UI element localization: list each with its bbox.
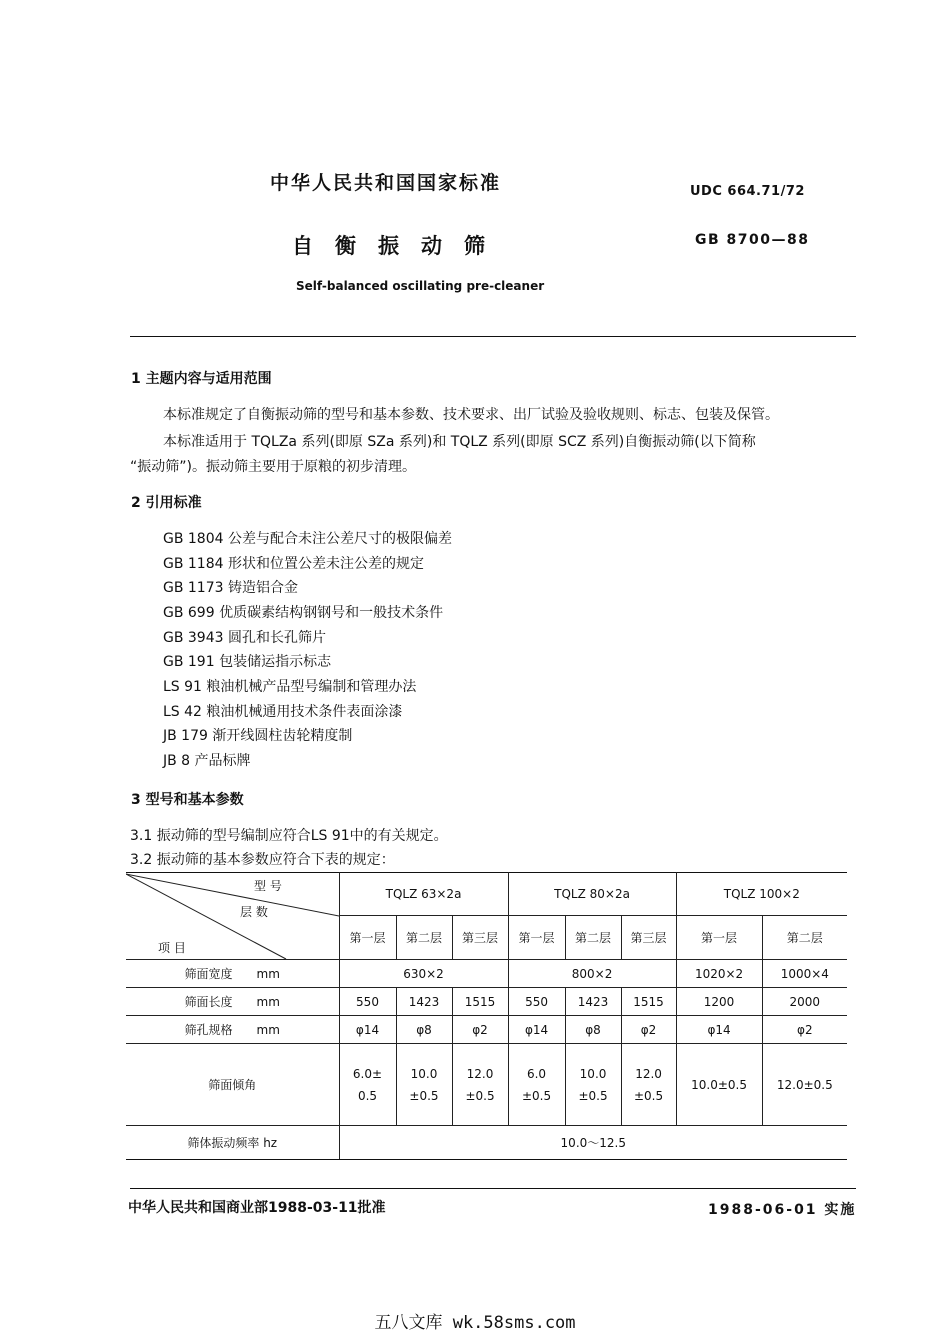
table-cell: 2000 [762,988,847,1016]
model-header: TQLZ 63×2a [339,873,508,916]
table-cell: 10.0～12.5 [339,1126,847,1160]
table-cell: φ8 [565,1016,621,1044]
corner-layers-label: 层 数 [240,905,268,919]
table-cell: 1020×2 [676,960,762,988]
table-row [126,960,847,988]
section-3-item-2: 3.2 振动筛的基本参数应符合下表的规定： [130,852,395,868]
row-label: 筛面宽度 mm [126,960,339,988]
reference-item: GB 3943 圆孔和长孔筛片 [163,630,326,646]
table-cell: φ8 [396,1016,452,1044]
parameter-table [126,872,847,1160]
layer-header: 第三层 [452,916,508,960]
layer-header: 第一层 [676,916,762,960]
table-cell: 1200 [676,988,762,1016]
section-1-heading: 1 主题内容与适用范围 [131,371,272,387]
table-cell: 800×2 [508,960,676,988]
layer-header: 第一层 [508,916,565,960]
header-divider [130,336,856,337]
standard-title-cn: 自衡振动筛 [292,234,507,258]
layer-header: 第二层 [762,916,847,960]
footer-divider [130,1188,856,1189]
section-3-item-1: 3.1 振动筛的型号编制应符合LS 91中的有关规定。 [130,828,448,844]
reference-item: JB 179 渐开线圆柱齿轮精度制 [163,728,353,744]
reference-item: GB 1804 公差与配合未注公差尺寸的极限偏差 [163,531,452,547]
table-cell: 12.0 ±0.5 [621,1044,676,1126]
section-1-para-2a: 本标准适用于 TQLZa 系列(即原 SZa 系列)和 TQLZ 系列(即原 SCZ 系列)自衡振动筛(以下简称 [163,434,756,450]
table-row [126,1126,847,1160]
table-cell: 6.0± 0.5 [339,1044,396,1126]
table-cell: 12.0±0.5 [762,1044,847,1126]
layer-header: 第二层 [565,916,621,960]
corner-model-label: 型 号 [254,879,282,893]
section-2-heading: 2 引用标准 [131,495,202,511]
reference-item: GB 1173 铸造铝合金 [163,580,298,596]
table-cell: 1515 [452,988,508,1016]
layer-header: 第三层 [621,916,676,960]
table-row [126,1016,847,1044]
layer-header: 第一层 [339,916,396,960]
model-header: TQLZ 80×2a [508,873,676,916]
row-label: 筛面长度 mm [126,988,339,1016]
table-cell: φ2 [621,1016,676,1044]
approval-line: 中华人民共和国商业部1988-03-11批准 [128,1200,386,1216]
watermark: 五八文库 wk.58sms.com [374,1313,576,1333]
section-3-heading: 3 型号和基本参数 [131,792,244,808]
table-row [126,988,847,1016]
reference-item: LS 42 粮油机械通用技术条件表面涂漆 [163,704,403,720]
table-cell: 12.0 ±0.5 [452,1044,508,1126]
table-cell: 10.0 ±0.5 [396,1044,452,1126]
reference-item: GB 1184 形状和位置公差未注公差的规定 [163,556,424,572]
table-cell: 1423 [565,988,621,1016]
udc-code: UDC 664.71/72 [690,184,805,199]
table-cell: 1515 [621,988,676,1016]
table-cell: 550 [508,988,565,1016]
corner-item-label: 项 目 [158,941,186,955]
model-header: TQLZ 100×2 [676,873,847,916]
table-cell: 1423 [396,988,452,1016]
table-cell: 10.0±0.5 [676,1044,762,1126]
table-cell: φ14 [676,1016,762,1044]
standard-number: GB 8700—88 [695,232,810,248]
reference-item: GB 191 包装储运指示标志 [163,654,332,670]
reference-item: GB 699 优质碳素结构钢钢号和一般技术条件 [163,605,444,621]
reference-item: JB 8 产品标牌 [163,753,251,769]
table-cell: 630×2 [339,960,508,988]
table-cell: φ2 [452,1016,508,1044]
table-cell: φ14 [508,1016,565,1044]
table-cell: φ14 [339,1016,396,1044]
reference-item: LS 91 粮油机械产品型号编制和管理办法 [163,679,417,695]
table-corner-header [126,873,339,960]
standard-category-title: 中华人民共和国国家标准 [270,172,502,194]
row-label: 筛孔规格 mm [126,1016,339,1044]
table-row [126,1044,847,1126]
section-1-para-1: 本标准规定了自衡振动筛的型号和基本参数、技术要求、出厂试验及验收规则、标志、包装及保管。 [163,407,779,423]
table-cell: 550 [339,988,396,1016]
table-cell: 10.0 ±0.5 [565,1044,621,1126]
effective-date: 1988-06-01 实施 [708,1202,857,1218]
table-cell: 1000×4 [762,960,847,988]
standard-title-en: Self-balanced oscillating pre-cleaner [296,279,545,293]
layer-header: 第二层 [396,916,452,960]
section-1-para-2b: “振动筛”)。振动筛主要用于原粮的初步清理。 [130,459,416,475]
table-cell: φ2 [762,1016,847,1044]
table-cell: 6.0 ±0.5 [508,1044,565,1126]
row-label: 筛面倾角 [126,1044,339,1126]
row-label: 筛体振动频率 hz [126,1126,339,1160]
